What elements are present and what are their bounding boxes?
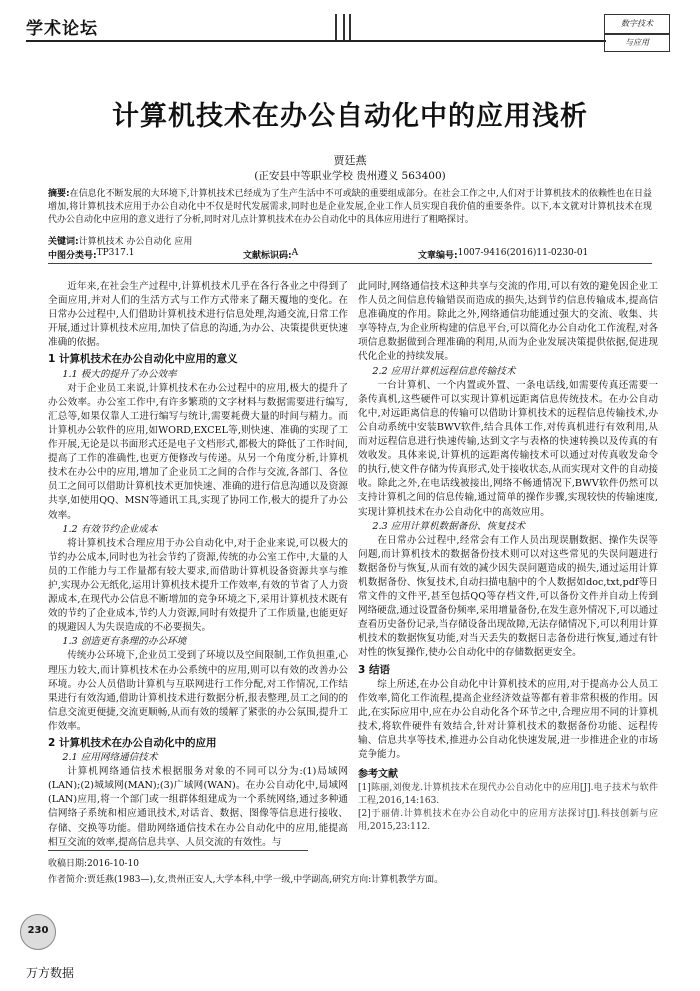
references-title: 参考文献 (358, 769, 398, 781)
journal-logo-bottom: 与应用 (604, 34, 670, 52)
header-bars (335, 14, 365, 42)
abstract (48, 188, 652, 227)
clc-label: 中图分类号: (48, 251, 97, 261)
heading-1-1: 1.1 极大的提升了办公效率 (62, 368, 177, 380)
author: 贾廷燕 (333, 154, 367, 167)
article-no-label: 文章编号: (418, 251, 458, 261)
meta-rule (48, 263, 652, 264)
doc-code-label: 文献标识码: (243, 251, 292, 261)
heading-3: 3 结语 (358, 663, 390, 676)
paragraph: 计算机网络通信技术根据服务对象的不同可以分为:(1)局域网(LAN);(2)城域网(MAN);(3)广域网(WAN)。在办公自动化中,局域网(LAN)应用,将一个部门或一组群体组建成为一个系统网络,通过多种通信网络子系统和相应通讯技术,对话音、数据、图像等信息进行接收、存储、交换等功能。借助网络通信技术在办公自动化中的应用,能提高相互交流的效率,提高信息共享、人员交流的有效性。与 (48, 766, 348, 848)
received-date: 收稿日期:2016-10-10 (48, 859, 139, 869)
clc-value: TP317.1 (96, 248, 135, 258)
header-rule (26, 40, 606, 42)
author-bio: 作者简介:贾廷燕(1983—),女,贵州正安人,大学本科,中学一级,中学副高,研究方向:计算机教学方面。 (48, 875, 444, 885)
article-no-value: 1007-9416(2016)11-0230-01 (457, 248, 589, 258)
heading-2-3: 2.3 应用计算机数据备份、恢复技术 (372, 520, 526, 532)
keywords-label: 关键词: (48, 237, 79, 247)
reference-item: [2]于丽倩.计算机技术在办公自动化中的应用方法探讨[J].科技创新与应用,2015,23:112. (358, 809, 658, 833)
doc-code-value: A (291, 248, 299, 258)
reference-item: [1]陈丽,刘俊龙.计算机技术在现代办公自动化中的应用[J].电子技术与软件工程,2016,14:163. (358, 783, 658, 807)
paragraph: 一台计算机、一个内置或外置、一条电话线,如需要传真还需要一条传真机,这些硬件可以实现计算机远距离信息传统技术。在办公自动化中,对远距离信息的传输可以借助计算机技术的远程信息传输技术,办公自动系统中安装BWV软件,结合具体工作,对传真机进行有效利用,从而对远程信息进行快速传输,达到文字与表格的快速转换以及传真的有效收发。具体来说,计算机的远距离传输技术可以通过对传真收发命令的执行,使文件存储为传真形式,处于接收状态,从而实现对文件的自动接收。除此之外,在电话线被接出,网络不畅通情况下,BWV软件仍然可以支持计算机之间的信息传输,通过简单的操作步骤,实现较快的传输速度,实现计算机技术在办公自动化中的高效应用。 (358, 379, 658, 518)
paragraph: 将计算机技术合理应用于办公自动化中,对于企业来说,可以极大的节约办公成本,同时也为社会节约了资源,传统的办公室工作中,大量的人员的工作能力与工作量都有较大要求,而借助计算机设备资源共享与维护,实现办公无纸化,运用计算机技术提升工作效率,有效的节省了人力资源成本,在现代办公信息不断增加的竞争环境之下,采用计算机技术既有效的节约了企业成本,节约人力资源,同时有效提升了工作质量,也能更好的规避因人为失误造成的不必要损失。 (48, 537, 348, 634)
abstract-text: 在信息化不断发展的大环境下,计算机技术已经成为了生产生活中不可或缺的重要组成部分。在社会工作之中,人们对于计算机技术的依赖性也在日益增加,将计算机技术应用于办公自动化中不仅是时代发展需求,同时也是企业发展,企业工作人员实现自我价值的重要条件。以下,本文就对计算机技术在现代办公自动化中应用的意义进行了分析,同时对几点计算机技术在办公自动化中的具体应用进行了粗略探讨。 (48, 189, 652, 225)
page-number: 230 (27, 925, 49, 936)
affiliation: (正安县中等职业学校 贵州遵义 563400) (254, 170, 446, 182)
paragraph: 在日常办公过程中,经常会有工作人员出现误删数据、操作失误等问题,而计算机技术的数据备份技术则可以对这些常见的失误问题进行数据备份与恢复,从而有效的减少因失误问题造成的损失,通过运用计算机数据备份、恢复技术,自动扫描电脑中的个人数据如doc,txt,pdf等日常文件的文件平,甚至包括QQ等存档文件,可以备份文件并自动上传到网络硬盘,通过设置备份频率,采用增量备份,在发生意外情况下,可以通过查看历史备份记录,当存储设备出现故障,无法存储情况下,可以利用计算机技术的数据恢复功能,对当天丢失的数据日志备份进行恢复,通过有针对性的恢复操作,使办公自动化中的存储数据更安全。 (358, 534, 659, 659)
article-title: 计算机技术在办公自动化中的应用浅析 (112, 101, 588, 132)
source-watermark: 万方数据 (26, 966, 75, 980)
heading-1: 1 计算机技术在办公自动化中应用的意义 (48, 353, 238, 366)
abstract-label: 摘要: (48, 189, 70, 199)
heading-2: 2 计算机技术在办公自动化中的应用 (48, 737, 217, 749)
paragraph: 此同时,网络通信技术这种共享与交流的作用,可以有效的避免因企业工作人员之间信息传输错误而造成的损失,达到节约信息传输成本,提高信息准确度的作用。除此之外,网络通信功能通过强大的交流、收集、共享等特点,为企业所构建的信息平台,可以简化办公自动化工作流程,对各项信息数据做到合理准确的利用,从而为企业发展决策提供依据,促进现代化企业的持续发展。 (358, 281, 658, 363)
keywords-text: 计算机技术 办公自动化 应用 (78, 237, 193, 247)
paragraph: 对于企业员工来说,计算机技术在办公过程中的应用,极大的提升了办公效率。办公室工作中,有许多繁琐的文字材料与数据需要进行编写,汇总等,如果仅靠人工进行编写与统计,需要耗费大量的时间与精力。而计算机办公软件的应用,如WORD,EXCEL等,则快速、准确的实现了工作开展,无论是以书面形式还是电子文档形式,都极大的降低了工作时间,提高了工作的准确性,也更方便修改与传递。从另一个角度分析,计算机技术在办公中的应用,增加了企业员工之间的合作与交流,各部门、各位员工之间可以借助计算机技术更加快速、准确的进行信息沟通以及资源共享,如使用QQ、MSN等通讯工具,实现了协同工作,极大的提升了办公效率。 (48, 382, 348, 521)
section-title: 学术论坛 (26, 19, 98, 39)
heading-1-2: 1.2 有效节约企业成本 (62, 523, 158, 535)
paragraph: 综上所述,在办公自动化中计算机技术的应用,对于提高办公人员工作效率,简化工作流程,提高企业经济效益等都有着非常积极的作用。因此,在实际应用中,应在办公自动化各个环节之中,合理应用不同的计算机技术,将软件硬件有效结合,针对计算机技术的数据备份功能、远程传输、信息共享等技术,推进办公自动化快速发展,进一步推进企业的市场竞争能力。 (358, 678, 658, 761)
heading-2-2: 2.2 应用计算机远程信息传输技术 (372, 365, 516, 377)
body-right-column (358, 280, 658, 834)
paragraph: 近年来,在社会生产过程中,计算机技术几乎在各行各业之中得到了全面应用,并对人们的生活方式与工作方式带来了翻天覆地的变化。在日常办公过程中,人们借助计算机技术进行信息处理,沟通交流,日常工作开展,通过计算机技术应用,加快了信息的沟通,为办公、决策提供更快速准确的依据。 (48, 281, 348, 349)
footnote-rule (48, 850, 308, 851)
body-left-column (48, 280, 348, 850)
keywords (48, 234, 192, 247)
paragraph: 传统办公环境下,企业员工受到了环境以及空间限制,工作负担重,心理压力较大,而计算机技术在办公系统中的应用,则可以有效的改善办公环境。办公人员借助计算机与互联网进行工作分配,对工作情况,工作结果进行有效沟通,借助计算机技术进行数据分析,报表整理,员工之间的的信息交流更便捷,交流更顺畅,从而有效的缓解了紧张的办公氛围,提升工作效率。 (48, 650, 348, 732)
heading-2-1: 2.1 应用网络通信技术 (62, 752, 158, 764)
heading-1-3: 1.3 创造更有条理的办公环境 (62, 636, 187, 648)
journal-logo-top: 数字技术 (604, 14, 670, 34)
